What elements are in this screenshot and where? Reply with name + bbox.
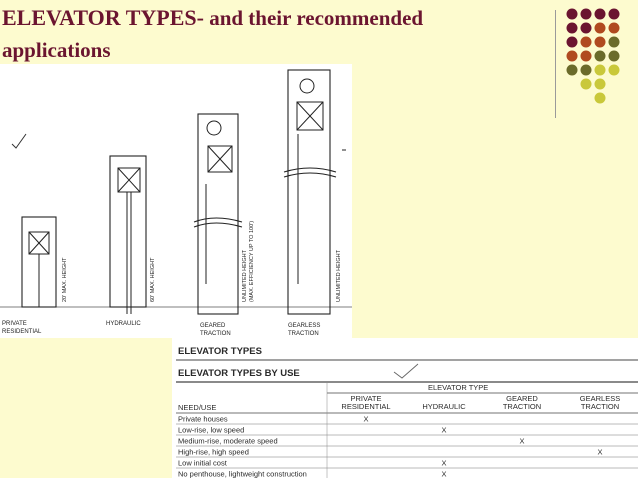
title-main: ELEVATOR TYPES- — [2, 5, 204, 30]
table-column-header: GEARED — [506, 394, 538, 403]
decor-dot — [609, 23, 620, 34]
table-column-header: GEARLESS — [579, 394, 621, 403]
decor-dot — [581, 23, 592, 34]
table-row-mark: X — [363, 414, 369, 424]
decor-dot — [581, 51, 592, 62]
decor-dot — [609, 9, 620, 20]
slide-title — [2, 2, 522, 66]
decor-dot — [595, 93, 606, 104]
table-column-header: RESIDENTIAL — [341, 402, 391, 411]
decor-dot — [595, 9, 606, 20]
table-column-header: HYDRAULIC — [422, 402, 466, 411]
check-mark-icon — [394, 364, 418, 378]
label-private-2: RESIDENTIAL — [2, 329, 42, 335]
decor-dot — [609, 51, 620, 62]
table-column-header: TRACTION — [580, 402, 620, 411]
need-use-header: NEED/USE — [178, 403, 217, 412]
elevator-types-table — [172, 338, 638, 478]
table-row-need: Medium-rise, moderate speed — [178, 436, 278, 446]
decorative-dot-grid — [566, 8, 636, 118]
decor-dot — [567, 65, 578, 76]
decor-dot — [567, 51, 578, 62]
height-label-hydraulic: 60' MAX. HEIGHT — [150, 257, 156, 302]
table-heading-2: ELEVATOR TYPES BY USE — [178, 368, 300, 379]
decor-dot — [595, 65, 606, 76]
table-row-mark: X — [597, 447, 603, 457]
label-geared-2: TRACTION — [200, 331, 231, 337]
private-residential-elevator — [22, 217, 56, 307]
geared-traction-elevator — [194, 114, 242, 314]
label-gearless-2: TRACTION — [288, 331, 319, 337]
table-row-need: Low-rise, low speed — [178, 425, 245, 435]
table-row-need: No penthouse, lightweight construction — [178, 469, 307, 478]
decor-dot — [567, 23, 578, 34]
height-label-gearless: UNLIMITED HEIGHT — [336, 250, 342, 302]
decor-dot — [595, 51, 606, 62]
table-row-mark: X — [441, 458, 447, 468]
decor-dot — [595, 23, 606, 34]
label-private-1: PRIVATE — [2, 321, 27, 327]
check-mark-icon — [12, 134, 26, 148]
decor-dot — [581, 65, 592, 76]
table-row-mark: X — [519, 436, 525, 446]
hydraulic-elevator — [110, 156, 146, 314]
table-rows — [176, 415, 638, 478]
decor-dot — [581, 9, 592, 20]
decor-dot — [567, 37, 578, 48]
title-rest: and their recommended applications — [2, 6, 424, 62]
decor-dot — [581, 37, 592, 48]
table-column-headers — [341, 394, 620, 411]
table-column-header: PRIVATE — [350, 394, 382, 403]
table-row-need: Low initial cost — [178, 458, 227, 468]
decor-dot — [581, 79, 592, 90]
label-gearless-1: GEARLESS — [288, 323, 321, 329]
table-row-mark: X — [441, 469, 447, 478]
decor-dot — [609, 65, 620, 76]
table-heading-1: ELEVATOR TYPES — [178, 346, 262, 357]
label-geared-1: GEARED — [200, 323, 226, 329]
label-hydraulic: HYDRAULIC — [106, 321, 141, 327]
height-label-geared: UNLIMITED HEIGHT — [242, 250, 248, 302]
table-column-header: TRACTION — [502, 402, 542, 411]
decor-dot — [595, 79, 606, 90]
table-row-need: Private houses — [178, 414, 228, 424]
table-row-mark: X — [441, 425, 447, 435]
decor-dot — [609, 37, 620, 48]
decor-dot — [595, 37, 606, 48]
divider-line — [555, 10, 556, 118]
elevator-type-header: ELEVATOR TYPE — [428, 383, 489, 392]
decor-dot — [567, 9, 578, 20]
height-label-geared-efficiency: (MAX. EFFICIENCY UP TO 100') — [249, 220, 255, 302]
elevator-diagram — [0, 64, 352, 338]
table-row-need: High-rise, high speed — [178, 447, 249, 457]
height-label-private: 20' MAX. HEIGHT — [62, 257, 68, 302]
